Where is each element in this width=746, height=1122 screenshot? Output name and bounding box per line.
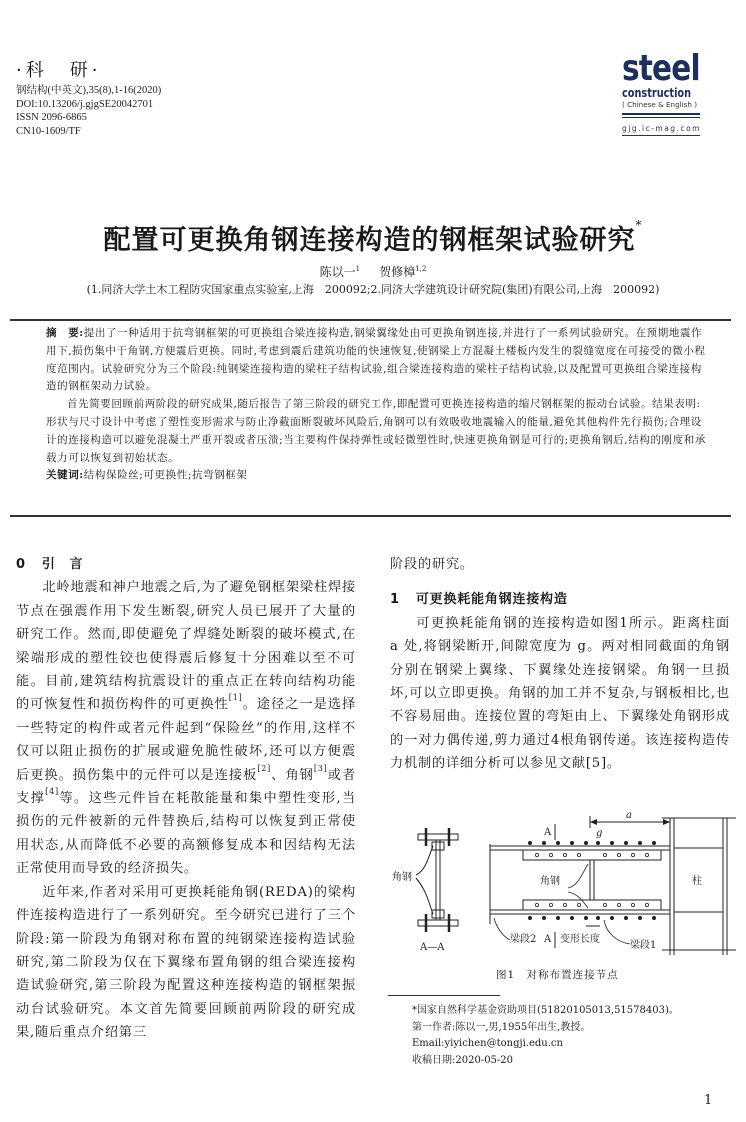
article-title [0, 218, 746, 257]
journal-citation: 钢结构(中英文),35(8),1-16(2020) [16, 85, 162, 96]
citation-link[interactable]: [2] [257, 763, 272, 773]
logo-word-construction: construction [622, 85, 692, 100]
author-affil-mark: 1,2 [415, 265, 427, 273]
journal-meta [16, 84, 161, 138]
label-angle-steel: 角钢 [540, 876, 560, 887]
citation-link[interactable]: [4] [45, 787, 59, 797]
label-deform-length: 变形长度 [560, 934, 600, 945]
section-heading [390, 588, 730, 611]
label-beam-segment-2: 梁段2 [510, 934, 537, 945]
author-email[interactable]: Email:yiyichen@tongji.edu.cn [412, 1038, 563, 1049]
footnote [412, 1003, 679, 1069]
logo-url[interactable]: gjg.ic-mag.com [622, 124, 701, 133]
label-angle-steel: 角钢 [392, 872, 412, 883]
funding-note: *国家自然科学基金资助项目(51820105013,51578403)。 [412, 1005, 679, 1016]
doi[interactable]: DOI:10.13206/j.gjgSE20042701 [16, 98, 154, 110]
label-dimension-a: a [626, 810, 632, 821]
received-date: 收稿日期:2020-05-20 [412, 1054, 514, 1066]
abstract-label: 摘 要: [46, 327, 84, 339]
affiliations: (1.同济大学土木工程防灾国家重点实验室,上海 200092;2.同济大学建筑设计研究院(集团)有限公司,上海 200092) [86, 283, 660, 296]
right-column [390, 553, 730, 776]
issn: ISSN 2096-6865 [16, 112, 87, 123]
label-beam-segment-1: 梁段1 [630, 940, 657, 951]
title-text: 配置可更换角钢连接构造的钢框架试验研究 [103, 225, 636, 256]
abstract-top-rule [10, 319, 731, 321]
label-section: A—A [420, 942, 445, 953]
section-title: 引 言 [41, 557, 84, 572]
logo-divider [622, 113, 700, 115]
keywords: 结构保险丝;可更换性;抗弯钢框架 [83, 469, 248, 482]
label-cut-a: A [544, 827, 552, 838]
citation-link[interactable]: [3] [313, 763, 328, 773]
logo-subtitle: ( Chinese & English ) [622, 100, 698, 109]
label-gap-g: g [596, 828, 603, 839]
body-paragraph-continued: 阶段的研究。 [390, 557, 474, 572]
abstract-bottom-rule [10, 515, 731, 517]
section-heading [16, 553, 356, 576]
logo-divider [622, 117, 700, 118]
section-number: 0 [16, 557, 26, 572]
label-cut-a: A [544, 934, 552, 945]
cn-number: CN10-1609/TF [16, 125, 81, 137]
footnote-rule [388, 995, 500, 996]
left-column [16, 553, 356, 1045]
section-number: 1 [390, 592, 400, 608]
logo-word-steel: steel [622, 48, 700, 89]
body-paragraph: 北岭地震和神户地震之后,为了避免钢框架梁柱焊接节点在强震作用下发生断裂,研究人员已展开了大量的研究工作。然而,即使避免了焊缝处断裂的破坏模式,在梁端形成的塑性铰也使得震后修复十分困难以至不可能。目前,建筑结构抗震设计的重点正在转向结构功能的可恢复性和损伤构件的可更换性[1]。途径之一是选择一些特定的构件或者元件起到“保险丝”的作用,这样不仅可以阻止损伤的扩展或避免脆性破坏,还可以方便震后更换。损伤集中的元件可以是连接板[2]、角钢[3]或者支撑[4]等。这些元件旨在耗散能量和集中塑性变形,当损伤的元件被新的元件替换后,结构可以恢复到正常使用状态,从而降低不必要的高额修复成本和因结构无法正常使用而导致的经济损失。 [16, 580, 356, 877]
author-name: 陈以一 [319, 265, 356, 279]
author-affil-mark: 1 [355, 265, 361, 273]
figure-caption: 图1 对称布置连接节点 [496, 969, 619, 981]
authors [0, 263, 746, 280]
connection-diagram [390, 800, 746, 970]
author-name: 贺修樟 [379, 265, 416, 279]
citation-link[interactable]: [1] [228, 693, 243, 703]
keywords-label: 关键词: [46, 469, 84, 482]
abstract-paragraph: 首先简要回顾前两阶段的研究成果,随后报告了第三阶段的研究工作,即配置可更换连接构造的缩尺钢框架的振动台试验。结果表明:形状与尺寸设计中考虑了塑性变形需求与防止净截面断裂破坏风险后,角钢可以有效吸收地震输入的能量,避免其他构件先行损伤;合理设计的连接构造可以避免混凝土严重开裂或者压溃;当主要构件保持弹性或轻微塑性时,快速更换角钢是可行的;更换角钢后,结构的刚度和承载力可以恢复到初始状态。 [46, 398, 706, 464]
section-title: 可更换耗能角钢连接构造 [415, 592, 568, 608]
body-paragraph: 近年来,作者对采用可更换耗能角钢(REDA)的梁构件连接构造进行了一系列研究。至今研究已进行了三个阶段:第一阶段为角钢对称布置的纯钢梁连接构造试验研究,第二阶段为仅在下翼缘布置角钢的组合梁连接构造试验研究,第三阶段为配置这种连接构造的钢框架振动台试验研究。本文首先简要回顾前两阶段的研究成果,随后重点介绍第三 [16, 884, 356, 1041]
abstract-paragraph: 提出了一种适用于抗弯钢框架的可更换组合梁连接构造,钢梁翼缘处由可更换角钢连接,并进行了一系列试验研究。在预期地震作用下,损伤集中于角钢,方便震后更换。同时,考虑到震后建筑功能的快速恢复,使钢梁上方混凝土楼板内发生的裂缝宽度在可接受的微小程度范围内。试验研究分为三个阶段:纯钢梁连接构造的梁柱子结构试验,组合梁连接构造的梁柱子结构试验,以及配置可更换组合梁连接构造的钢框架动力试验。 [46, 327, 706, 393]
logo-divider [622, 135, 700, 136]
abstract [46, 325, 706, 485]
journal-logo [622, 48, 702, 136]
title-footnote-mark[interactable]: * [635, 218, 643, 232]
label-column: 柱 [692, 876, 702, 887]
body-paragraph: 可更换耗能角钢的连接构造如图1所示。距离柱面 a 处,将钢梁断开,间隙宽度为 g。两对相同截面的角钢分别在钢梁上翼缘、下翼缘处连接钢梁。角钢一旦损坏,可以立即更换。角钢的加工并不复杂,与钢板相比,也不容易屈曲。连接位置的弯矩由上、下翼缘处角钢形成的一对力偶传递,剪力通过4根角钢传递。该连接构造传力机制的详细分析可以参见文献[5]。 [390, 615, 730, 772]
page-number: 1 [704, 1093, 713, 1108]
column-tag: ·科 研· [16, 60, 102, 81]
first-author-note: 第一作者:陈以一,男,1955年出生,教授。 [412, 1021, 591, 1033]
figure-1 [390, 800, 746, 990]
